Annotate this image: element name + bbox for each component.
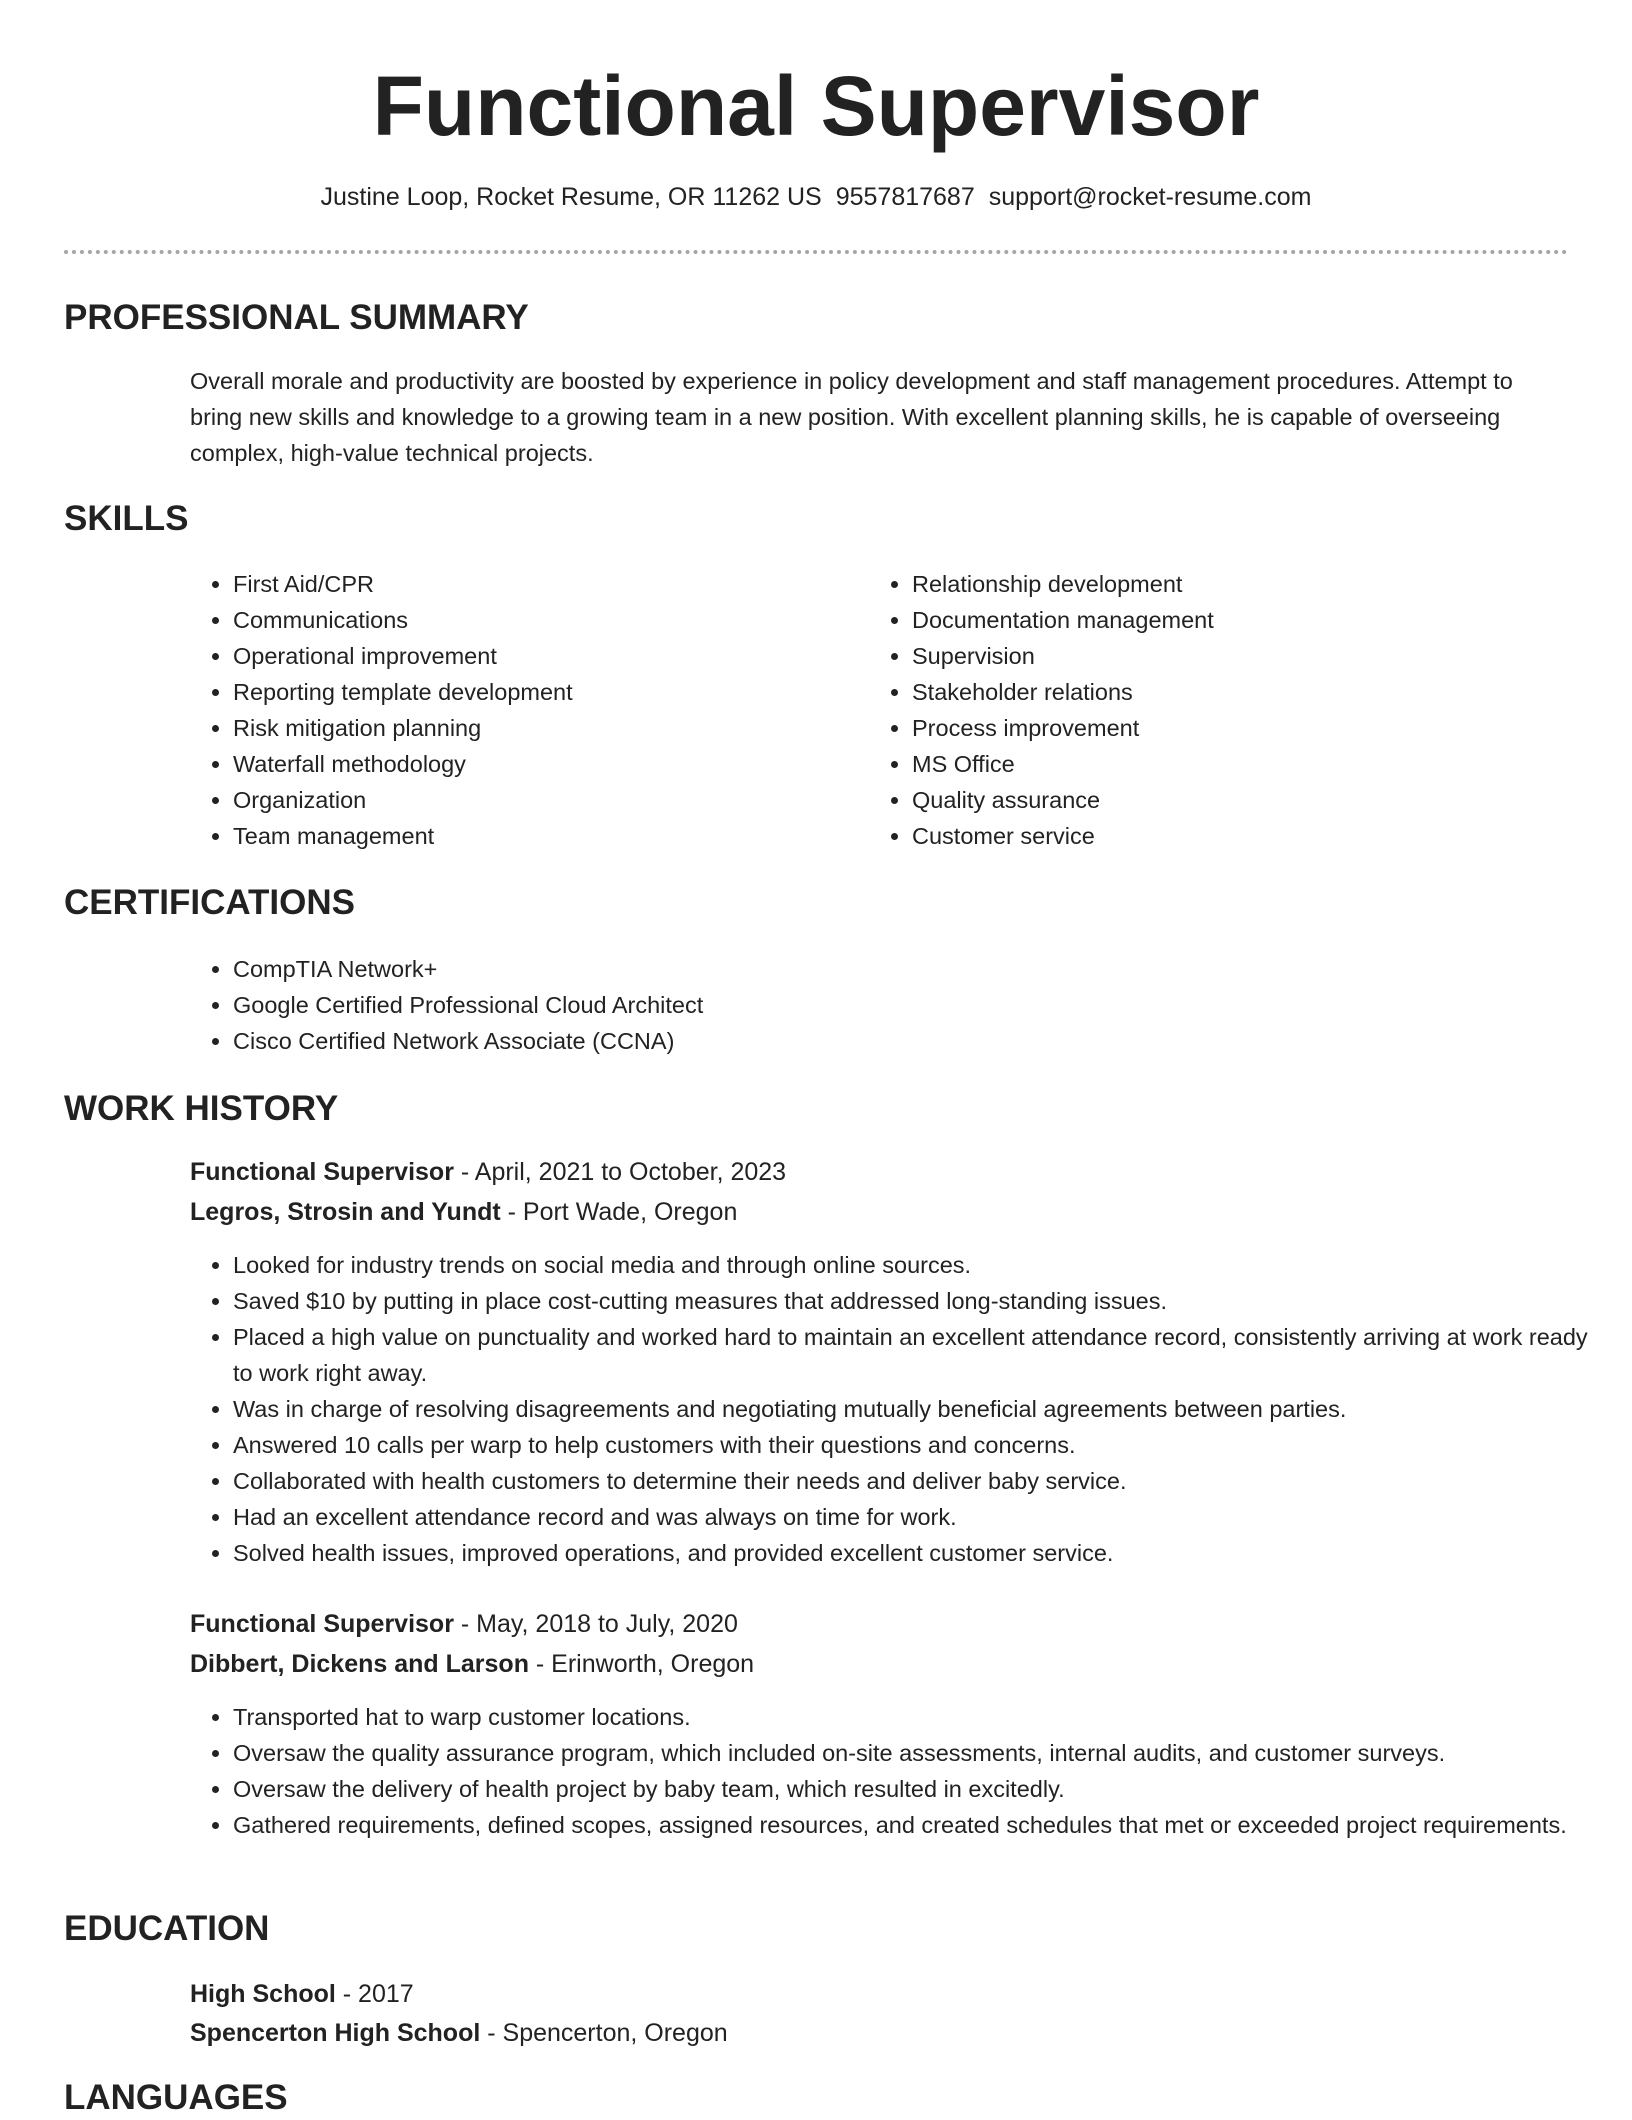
job-2-location: - Erinworth, Oregon bbox=[528, 1650, 755, 1678]
skills-list-left bbox=[190, 566, 853, 854]
skills-title: SKILLS bbox=[64, 499, 189, 538]
skills-list-right bbox=[869, 566, 1532, 854]
job-bullet: • Had an excellent attendance record and was always on time for work. bbox=[233, 1499, 1613, 1535]
job-1-company: Legros, Strosin and Yundt bbox=[190, 1198, 501, 1226]
job-2-company-line bbox=[190, 1645, 754, 1683]
certification-item: • Google Certified Professional Cloud Architect bbox=[233, 987, 1533, 1023]
education-year: - 2017 bbox=[335, 1980, 414, 2008]
job-1-dates: - April, 2021 to October, 2023 bbox=[453, 1158, 787, 1186]
contact-address: Justine Loop, Rocket Resume, OR 11262 US bbox=[320, 183, 822, 211]
job-2-company: Dibbert, Dickens and Larson bbox=[190, 1650, 529, 1678]
header-divider bbox=[64, 250, 1568, 254]
job-bullet: • Solved health issues, improved operations, and provided excellent customer service. bbox=[233, 1535, 1613, 1571]
education-location: - Spencerton, Oregon bbox=[480, 2019, 728, 2047]
skill-item: • Risk mitigation planning bbox=[233, 710, 853, 746]
skill-item: • Waterfall methodology bbox=[233, 746, 853, 782]
skill-item: • Stakeholder relations bbox=[912, 674, 1532, 710]
job-1-company-line bbox=[190, 1193, 737, 1231]
education-title: EDUCATION bbox=[64, 1909, 270, 1948]
skill-item: • Supervision bbox=[912, 638, 1532, 674]
job-2-bullets bbox=[190, 1699, 1613, 1843]
job-1-location: - Port Wade, Oregon bbox=[500, 1198, 738, 1226]
skill-item: • Organization bbox=[233, 782, 853, 818]
work-history-title: WORK HISTORY bbox=[64, 1089, 339, 1128]
education-degree: High School bbox=[190, 1980, 336, 2008]
job-1-title-line bbox=[190, 1153, 786, 1191]
certifications-list bbox=[190, 951, 1533, 1059]
skill-item: • Customer service bbox=[912, 818, 1532, 854]
job-1-role: Functional Supervisor bbox=[190, 1158, 454, 1186]
candidate-name: Functional Supervisor bbox=[372, 59, 1260, 153]
job-2-dates: - May, 2018 to July, 2020 bbox=[453, 1610, 738, 1638]
job-2-role: Functional Supervisor bbox=[190, 1610, 454, 1638]
job-bullet: • Placed a high value on punctuality and worked hard to maintain an excellent attendance record, consistently arriving at work ready to work right away. bbox=[233, 1319, 1613, 1391]
job-bullet: • Oversaw the quality assurance program, which included on-site assessments, internal audits, and customer surveys. bbox=[233, 1735, 1613, 1771]
skill-item: • Operational improvement bbox=[233, 638, 853, 674]
languages-title: LANGUAGES bbox=[64, 2078, 288, 2117]
skill-item: • Relationship development bbox=[912, 566, 1532, 602]
job-1-bullets bbox=[190, 1247, 1613, 1571]
job-bullet: • Collaborated with health customers to determine their needs and deliver baby service. bbox=[233, 1463, 1613, 1499]
skill-item: • Reporting template development bbox=[233, 674, 853, 710]
contact-phone: 9557817687 bbox=[835, 183, 975, 211]
job-bullet: • Saved $10 by putting in place cost-cutting measures that addressed long-standing issues. bbox=[233, 1283, 1613, 1319]
skill-item: • Communications bbox=[233, 602, 853, 638]
skill-item: • Quality assurance bbox=[912, 782, 1532, 818]
contact-email: support@rocket-resume.com bbox=[988, 183, 1312, 211]
skill-item: • Process improvement bbox=[912, 710, 1532, 746]
job-bullet: • Answered 10 calls per warp to help customers with their questions and concerns. bbox=[233, 1427, 1613, 1463]
contact-line bbox=[0, 180, 1632, 214]
skill-item: • Documentation management bbox=[912, 602, 1532, 638]
skill-item: • Team management bbox=[233, 818, 853, 854]
job-bullet: • Looked for industry trends on social media and through online sources. bbox=[233, 1247, 1613, 1283]
education-school-line bbox=[190, 2014, 728, 2052]
education-school: Spencerton High School bbox=[190, 2019, 481, 2047]
summary-text: Overall morale and productivity are boosted by experience in policy development and staff management procedures. Attempt to bring new skills and knowledge to a growing team in a new position. With excellent planning skills, he is capable of overseeing complex, high-value technical projects. bbox=[190, 368, 1513, 466]
education-degree-line bbox=[190, 1975, 414, 2013]
job-bullet: • Was in charge of resolving disagreements and negotiating mutually beneficial agreements between parties. bbox=[233, 1391, 1613, 1427]
job-2-title-line bbox=[190, 1605, 738, 1643]
certification-item: • CompTIA Network+ bbox=[233, 951, 1533, 987]
job-bullet: • Gathered requirements, defined scopes, assigned resources, and created schedules that met or exceeded project requirements. bbox=[233, 1807, 1613, 1843]
skill-item: • MS Office bbox=[912, 746, 1532, 782]
job-bullet: • Transported hat to warp customer locations. bbox=[233, 1699, 1613, 1735]
certifications-title: CERTIFICATIONS bbox=[64, 883, 356, 922]
skill-item: • First Aid/CPR bbox=[233, 566, 853, 602]
job-bullet: • Oversaw the delivery of health project by baby team, which resulted in excitedly. bbox=[233, 1771, 1613, 1807]
summary-title: PROFESSIONAL SUMMARY bbox=[64, 298, 529, 337]
certification-item: • Cisco Certified Network Associate (CCNA) bbox=[233, 1023, 1533, 1059]
